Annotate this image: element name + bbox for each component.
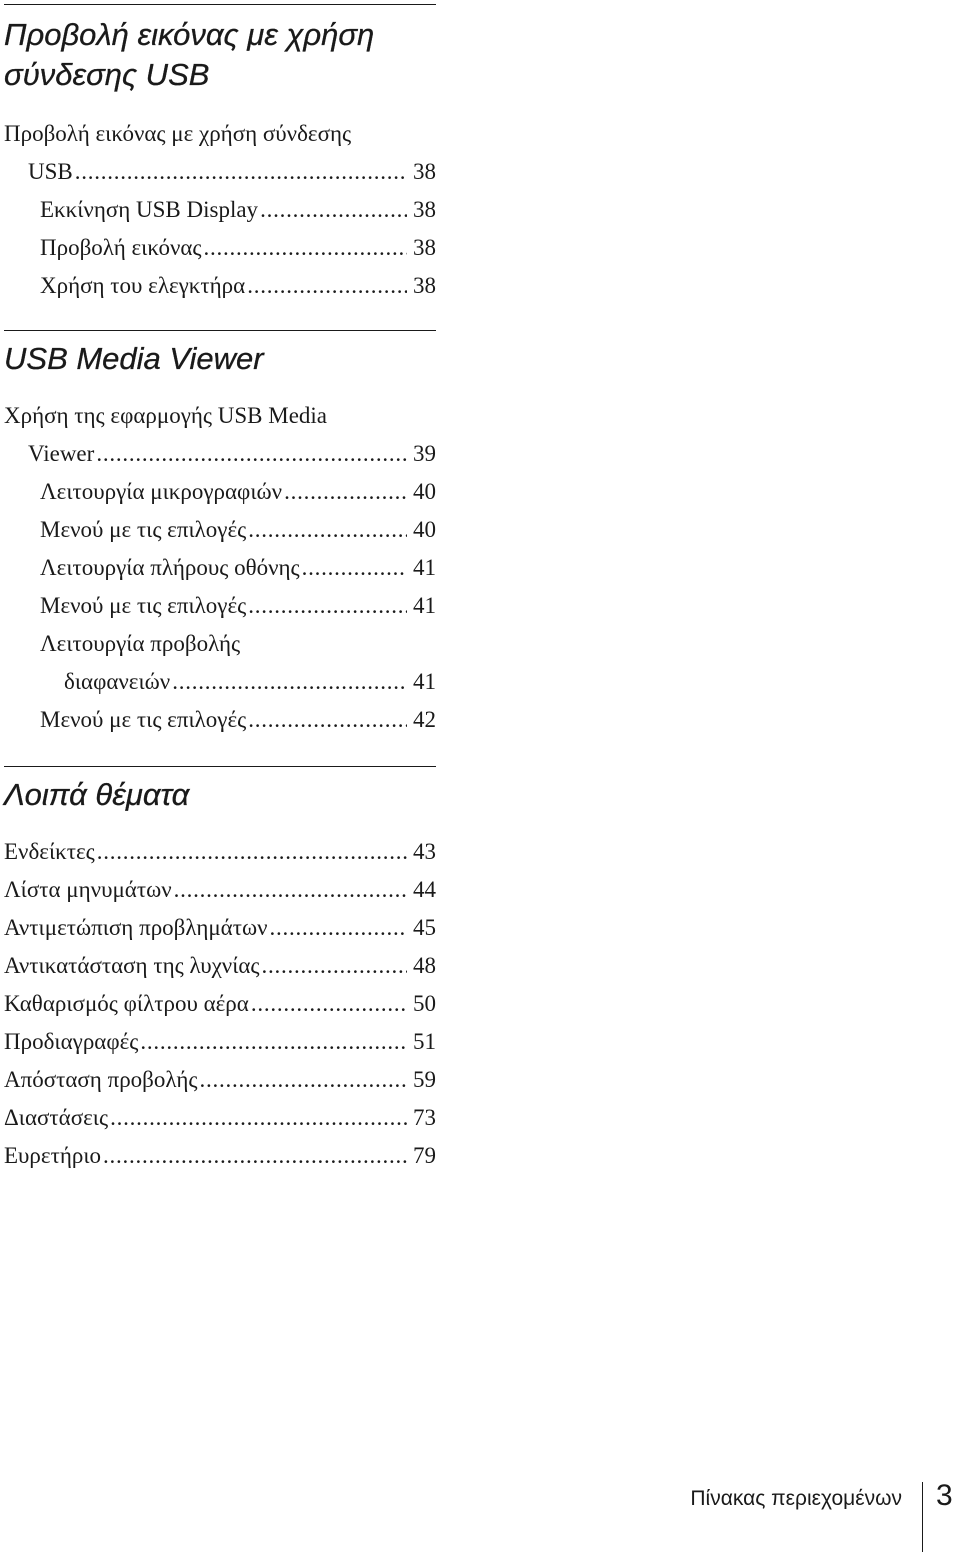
- dot-leader: [75, 153, 407, 191]
- dot-leader: [140, 1023, 407, 1061]
- toc-entry-page: 45: [413, 915, 436, 940]
- toc-section-other-topics: [4, 766, 436, 1175]
- toc-section-usb-media-viewer: [4, 330, 436, 739]
- toc-entry[interactable]: [4, 587, 436, 625]
- footer-divider: [922, 1482, 923, 1552]
- dot-leader: [248, 701, 407, 739]
- toc-entry-page: 40: [413, 479, 436, 504]
- toc-entry-title: Αντικατάσταση της λυχνίας: [4, 953, 260, 978]
- toc-entry-title: Προδιαγραφές: [4, 1029, 139, 1054]
- toc-entry-title-line1: Λειτουργία προβολής: [40, 631, 241, 656]
- footer-section-label: Πίνακας περιεχομένων: [690, 1487, 902, 1510]
- section-rule: [4, 330, 436, 331]
- toc-entry[interactable]: [4, 947, 436, 985]
- dot-leader: [96, 435, 407, 473]
- toc-entry[interactable]: [4, 473, 436, 511]
- section-rule: [4, 4, 436, 5]
- toc-entry-title: Χρήση του ελεγκτήρα: [40, 273, 246, 298]
- section-heading-line2: σύνδεσης USB: [4, 57, 210, 92]
- toc-section-usb-display: [4, 4, 436, 305]
- toc-entry-page: 50: [413, 991, 436, 1016]
- toc-entry[interactable]: [4, 909, 436, 947]
- toc-entry[interactable]: [4, 549, 436, 587]
- toc-entry-title: Viewer: [28, 441, 95, 466]
- dot-leader: [251, 985, 407, 1023]
- toc-entry[interactable]: [4, 1137, 436, 1175]
- toc-entry-title: Διαστάσεις: [4, 1105, 109, 1130]
- toc-entry-title: Μενού με τις επιλογές: [40, 517, 247, 542]
- toc-entry-title: Αντιμετώπιση προβλημάτων: [4, 915, 268, 940]
- toc-entry[interactable]: [4, 511, 436, 549]
- toc-entry-title: Λειτουργία πλήρους οθόνης: [40, 555, 300, 580]
- toc-entry[interactable]: [4, 871, 436, 909]
- dot-leader: [262, 947, 407, 985]
- page-number: 3: [936, 1479, 953, 1512]
- dot-leader: [97, 833, 407, 871]
- toc-entry-page: 43: [413, 839, 436, 864]
- toc-entry[interactable]: [4, 397, 436, 473]
- toc-entry[interactable]: [4, 229, 436, 267]
- toc-entry[interactable]: [4, 267, 436, 305]
- toc-entry-title: Λειτουργία μικρογραφιών: [40, 479, 283, 504]
- toc-entry-title: USB: [28, 159, 73, 184]
- toc-entry-title-line1: Χρήση της εφαρμογής USB Media: [4, 403, 328, 428]
- toc-entry[interactable]: [4, 115, 436, 191]
- toc-entry-title: Προβολή εικόνας: [40, 235, 202, 260]
- toc-entry-title: Ευρετήριο: [4, 1143, 102, 1168]
- toc-entry[interactable]: [4, 833, 436, 871]
- toc-entry-title: Λίστα μηνυμάτων: [4, 877, 172, 902]
- toc-entry-page: 38: [413, 235, 436, 260]
- dot-leader: [103, 1137, 407, 1175]
- toc-entry-page: 38: [413, 197, 436, 222]
- dot-leader: [204, 229, 407, 267]
- toc-entry-title-line1: Προβολή εικόνας με χρήση σύνδεσης: [4, 121, 352, 146]
- toc-entry-page: 41: [413, 669, 436, 694]
- toc-entry-title: Μενού με τις επιλογές: [40, 707, 247, 732]
- toc-entry[interactable]: [4, 985, 436, 1023]
- dot-leader: [284, 473, 407, 511]
- section-heading-line1: USB Media Viewer: [4, 341, 264, 376]
- section-rule: [4, 766, 436, 767]
- toc-entry-page: 48: [413, 953, 436, 978]
- toc-entry-page: 73: [413, 1105, 436, 1130]
- toc-entry-title: Καθαρισμός φίλτρου αέρα: [4, 991, 249, 1016]
- dot-leader: [248, 587, 407, 625]
- toc-entry[interactable]: [4, 1061, 436, 1099]
- toc-entry-title: Μενού με τις επιλογές: [40, 593, 247, 618]
- toc-entry[interactable]: [4, 191, 436, 229]
- section-heading-line1: Προβολή εικόνας με χρήση: [4, 17, 375, 52]
- section-heading: [4, 775, 436, 815]
- toc-entry-title: διαφανειών: [64, 669, 171, 694]
- toc-entry[interactable]: [4, 1099, 436, 1137]
- toc-entry-page: 59: [413, 1067, 436, 1092]
- dot-leader: [110, 1099, 407, 1137]
- dot-leader: [247, 267, 407, 305]
- toc-entry[interactable]: [4, 1023, 436, 1061]
- toc-entry-page: 40: [413, 517, 436, 542]
- section-heading-line1: Λοιπά θέματα: [4, 777, 190, 812]
- dot-leader: [270, 909, 407, 947]
- toc-entry-page: 41: [413, 593, 436, 618]
- toc-entry-page: 44: [413, 877, 436, 902]
- toc-entry[interactable]: [4, 701, 436, 739]
- toc-entry-page: 41: [413, 555, 436, 580]
- toc-entry-page: 39: [413, 441, 436, 466]
- toc-entry-page: 51: [413, 1029, 436, 1054]
- toc-entry-title: Ενδείκτες: [4, 839, 95, 864]
- dot-leader: [199, 1061, 407, 1099]
- dot-leader: [174, 871, 407, 909]
- dot-leader: [260, 191, 407, 229]
- toc-entry-page: 42: [413, 707, 436, 732]
- dot-leader: [302, 549, 407, 587]
- toc-entry-title: Εκκίνηση USB Display: [40, 197, 259, 222]
- section-heading: [4, 339, 436, 379]
- dot-leader: [248, 511, 407, 549]
- toc-entry-title: Απόσταση προβολής: [4, 1067, 198, 1092]
- toc-entry-page: 38: [413, 273, 436, 298]
- toc-entry-page: 38: [413, 159, 436, 184]
- section-heading: [4, 15, 436, 95]
- toc-entry-page: 79: [413, 1143, 436, 1168]
- toc-entry[interactable]: [4, 625, 436, 701]
- dot-leader: [172, 663, 407, 701]
